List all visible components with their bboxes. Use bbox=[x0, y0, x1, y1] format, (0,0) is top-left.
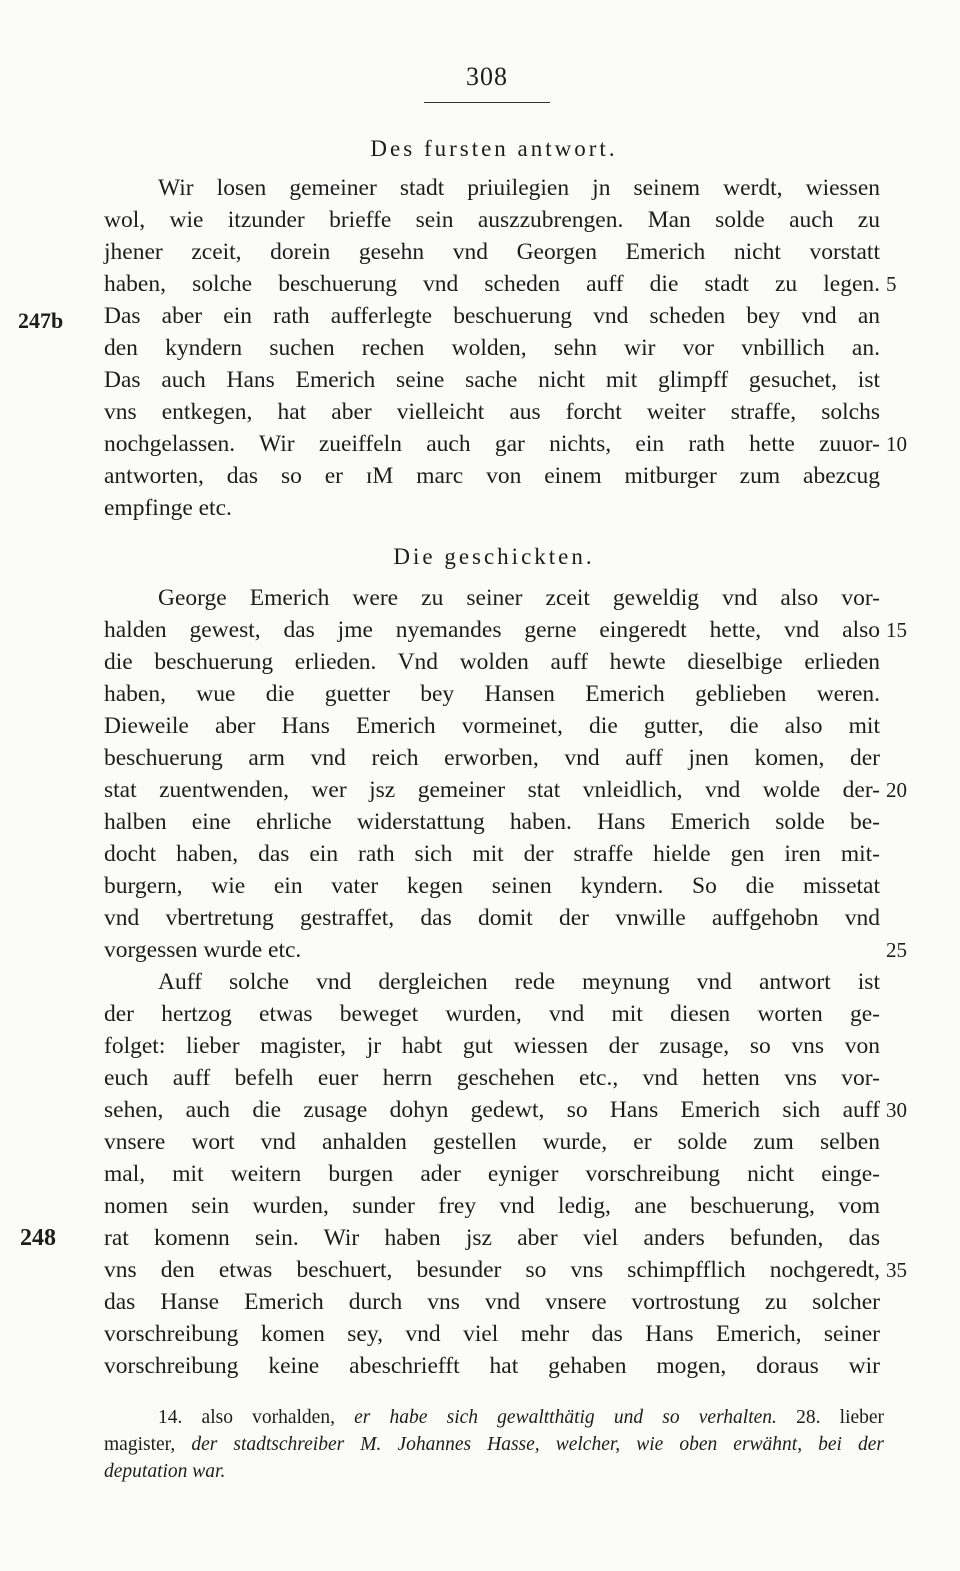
line-number: 20 bbox=[886, 778, 907, 802]
text-line: jhener zceit, dorein gesehn vnd Georgen Emerich nicht vorstatt bbox=[104, 239, 880, 265]
text-line: nomen sein wurden, sunder frey vnd ledig, ane beschuerung, vom bbox=[104, 1193, 880, 1219]
footnote-lemma: lieber bbox=[839, 1407, 885, 1428]
line-number: 35 bbox=[886, 1258, 907, 1282]
text-line: nochgelassen. Wir zueiffeln auch gar nichts, ein rath hette zuuor- bbox=[104, 431, 880, 457]
text-line: Auff solche vnd dergleichen rede meynung vnd antwort ist bbox=[158, 969, 880, 995]
text-line: halben eine ehrliche widerstattung haben. Hans Emerich solde be- bbox=[104, 809, 880, 835]
text-line: haben, solche beschuerung vnd scheden auff die stadt zu legen. bbox=[104, 271, 880, 297]
text-line: Wir losen gemeiner stadt priuilegien jn seinem werdt, wiessen bbox=[158, 175, 880, 201]
text-line: vns den etwas beschuert, besunder so vns schimpfflich nochgeredt, bbox=[104, 1257, 880, 1283]
section-heading-geschickten: Die geschickten. bbox=[393, 544, 595, 569]
footnote-line bbox=[158, 1404, 884, 1431]
line-number: 30 bbox=[886, 1098, 907, 1122]
text-line: beschuerung arm vnd reich erworben, vnd auff jnen komen, der bbox=[104, 745, 880, 771]
text-line: Dieweile aber Hans Emerich vormeinet, die gutter, die also mit bbox=[104, 713, 880, 739]
text-line: vnsere wort vnd anhalden gestellen wurde, er solde zum selben bbox=[104, 1129, 880, 1155]
footnote-lemma: magister, bbox=[104, 1434, 176, 1455]
text-line: euch auff befelh euer herrn geschehen etc., vnd hetten vns vor- bbox=[104, 1065, 880, 1091]
text-line: vns entkegen, hat aber vielleicht aus forcht weiter straffe, solchs bbox=[104, 399, 880, 425]
line-number: 10 bbox=[886, 432, 907, 456]
text-line: Das aber ein rath aufferlegte beschuerung vnd scheden bey vnd an bbox=[104, 303, 880, 329]
text-line: vorgessen wurde etc. bbox=[104, 937, 302, 963]
section-heading-fursten-antwort: Des fursten antwort. bbox=[370, 136, 618, 161]
footnote-line bbox=[104, 1458, 884, 1485]
text-line: mal, mit weitern burgen ader eyniger vorschreibung nicht einge- bbox=[104, 1161, 880, 1187]
text-line: Das auch Hans Emerich seine sache nicht mit glimpff gesuchet, ist bbox=[104, 367, 880, 393]
footnote-number: 14. bbox=[158, 1407, 183, 1428]
text-line: den kyndern suchen rechen wolden, sehn wir vor vnbillich an. bbox=[104, 335, 880, 361]
footnote-lemma: also vorhalden, bbox=[201, 1407, 335, 1428]
text-line: empfinge etc. bbox=[104, 495, 232, 521]
text-line: folget: lieber magister, jr habt gut wiessen der zusage, so vns von bbox=[104, 1033, 880, 1059]
footnote-number: 28. bbox=[796, 1407, 821, 1428]
line-number: 5 bbox=[886, 272, 897, 296]
text-line: vorschreibung keine abeschriefft hat gehaben mogen, doraus wir bbox=[104, 1353, 880, 1379]
text-line: wol, wie itzunder brieffe sein auszzubrengen. Man solde auch zu bbox=[104, 207, 880, 233]
footnote-gloss: deputation war. bbox=[104, 1461, 226, 1482]
page-number: 308 bbox=[466, 62, 508, 91]
text-line: George Emerich were zu seiner zceit geweldig vnd also vor- bbox=[158, 585, 880, 611]
page-number-rule bbox=[424, 102, 550, 103]
text-line: haben, wue die guetter bey Hansen Emerich geblieben weren. bbox=[104, 681, 880, 707]
line-number: 15 bbox=[886, 618, 907, 642]
text-line: die beschuerung erlieden. Vnd wolden auff hewte dieselbige erlieden bbox=[104, 649, 880, 675]
text-line: docht haben, das ein rath sich mit der straffe hielde gen iren mit- bbox=[104, 841, 880, 867]
folio-marker: 247b bbox=[18, 308, 64, 333]
footnote-gloss: er habe sich gewaltthätig und so verhalten. bbox=[354, 1407, 777, 1428]
text-line: sehen, auch die zusage dohyn gedewt, so Hans Emerich sich auff bbox=[104, 1097, 880, 1123]
text-line: das Hanse Emerich durch vns vnd vnsere vortrostung zu solcher bbox=[104, 1289, 880, 1315]
text-line: der hertzog etwas beweget wurden, vnd mit diesen worten ge- bbox=[104, 1001, 880, 1027]
text-line: antworten, das so er ɪM marc von einem mitburger zum abezcug bbox=[104, 463, 880, 489]
line-number: 25 bbox=[886, 938, 907, 962]
footnote-gloss: der stadtschreiber M. Johannes Hasse, welcher, wie oben erwähnt, bei der bbox=[191, 1434, 885, 1455]
text-line: halden gewest, das jme nyemandes gerne eingeredt hette, vnd also bbox=[104, 617, 880, 643]
text-line: vorschreibung komen sey, vnd viel mehr das Hans Emerich, seiner bbox=[104, 1321, 880, 1347]
footnote-line bbox=[104, 1431, 884, 1458]
folio-marker: 248 bbox=[20, 1225, 56, 1251]
text-line: vnd vbertretung gestraffet, das domit der vnwille auffgehobn vnd bbox=[104, 905, 880, 931]
text-line: rat komenn sein. Wir haben jsz aber viel anders befunden, das bbox=[104, 1225, 880, 1251]
text-line: burgern, wie ein vater kegen seinen kyndern. So die missetat bbox=[104, 873, 880, 899]
text-line: stat zuentwenden, wer jsz gemeiner stat vnleidlich, vnd wolde der- bbox=[104, 777, 880, 803]
